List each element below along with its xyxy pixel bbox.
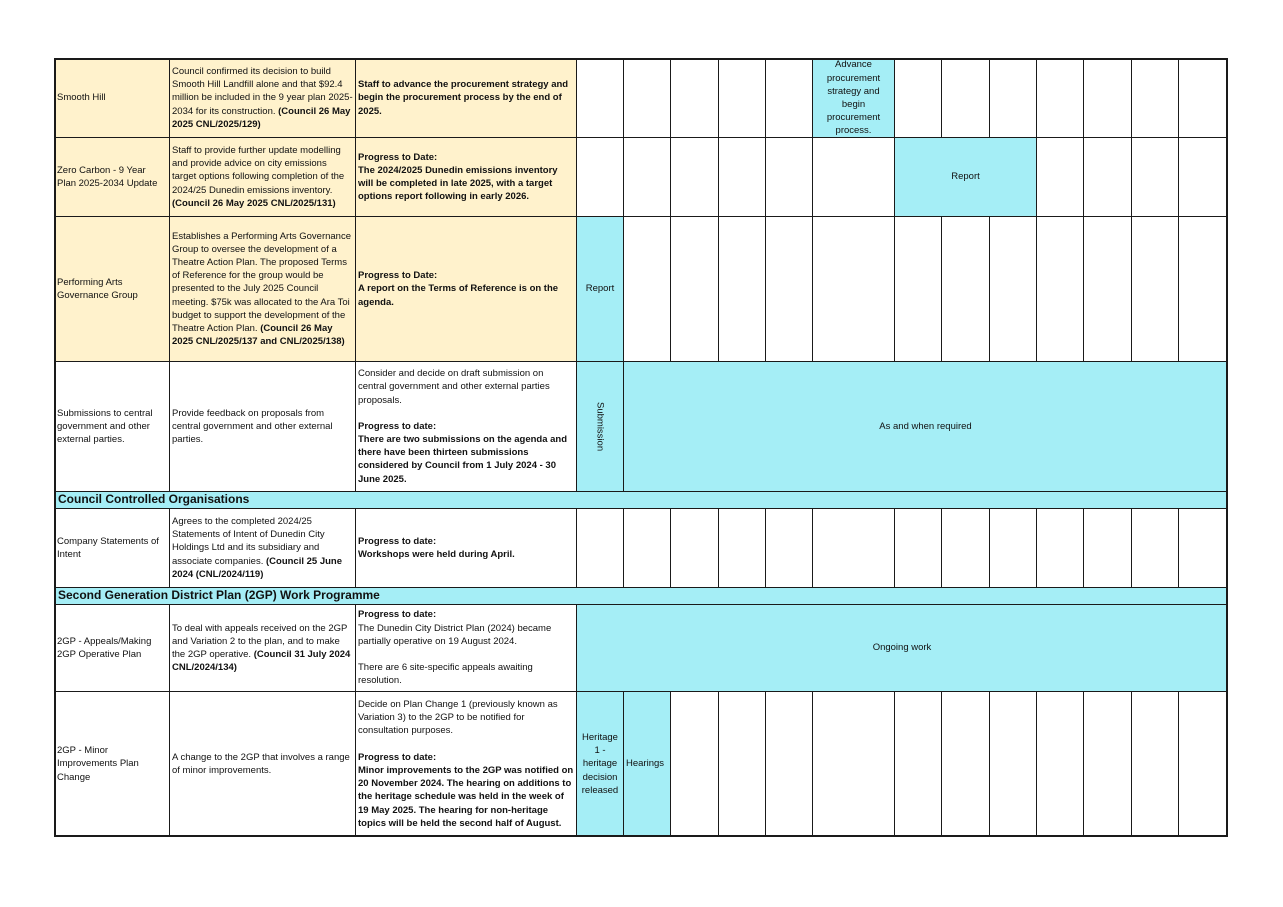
- timeline-cell: [989, 216, 1037, 362]
- section-header: [54, 587, 1228, 605]
- description-text: Establishes a Performing Arts Governance Group to oversee the development of a Theatre Action Plan. The proposed Terms of Reference for the group would be presented to the July 2025 Council meeting. $75k was allocated to the Ara Toi budget to support the development of the Theatre Action Plan.: [172, 230, 352, 334]
- item-name: Smooth Hill: [57, 92, 106, 104]
- progress-label: Progress to Date:: [358, 270, 438, 282]
- bar-label-vertical: Submission: [594, 401, 606, 452]
- timeline-cell: [718, 508, 766, 588]
- description-text: Staff to provide further update modelling and provide advice on city emissions target options following completion of the 2024/25 Dunedin emissions inventory.: [172, 144, 345, 196]
- bar-label: Heritage 1 - heritage decision released: [581, 731, 619, 796]
- resolution-ref: (Council 26 May 2025 CNL/2025/137 and CNL/2025/138): [172, 323, 345, 348]
- timeline-cell: [1131, 216, 1179, 362]
- timeline-cell: [765, 508, 813, 588]
- timeline-cell: [1083, 137, 1132, 217]
- timeline-cell: [1178, 216, 1228, 362]
- item-name: Performing Arts Governance Group: [57, 276, 138, 301]
- timeline-cell: [718, 216, 766, 362]
- item-name: Zero Carbon - 9 Year Plan 2025-2034 Update: [57, 164, 158, 189]
- action-text: Decide on Plan Change 1 (previously known as Variation 3) to the 2GP to be notified for consultation purposes.: [358, 699, 558, 737]
- timeline-cell: [623, 137, 671, 217]
- timeline-cell: [989, 508, 1037, 588]
- description-text: Agrees to the completed 2024/25 Statements of Intent of Dunedin City Holdings Ltd and its subsidiary and associate companies.: [172, 515, 325, 567]
- timeline-cell: [812, 216, 895, 362]
- action-text: Staff to advance the procurement strategy and begin the procurement process by the end of 2025.: [358, 79, 569, 117]
- timeline-cell: [670, 216, 719, 362]
- resolution-ref: (Council 25 June 2024 (CNL/2024/119): [172, 555, 343, 580]
- timeline-cell: [894, 58, 942, 138]
- progress-text-2: There are 6 site-specific appeals awaiting resolution.: [358, 662, 533, 687]
- description-cell: [169, 604, 356, 692]
- action-cell: [355, 58, 577, 138]
- timeline-cell: [1083, 691, 1132, 837]
- description-text: To deal with appeals received on the 2GP and Variation 2 to the plan, and to make the 2GP operative.: [172, 622, 348, 660]
- item-name: Submissions to central government and other external parties.: [57, 407, 153, 446]
- progress-label: Progress to Date:: [358, 151, 438, 163]
- timeline-cell: [623, 508, 671, 588]
- resolution-ref: (Council 26 May 2025 CNL/2025/131): [172, 197, 336, 209]
- timeline-bar: [894, 137, 1037, 217]
- timeline-cell: [941, 216, 990, 362]
- section-title: Council Controlled Organisations: [58, 492, 250, 507]
- progress-cell: [355, 137, 577, 217]
- progress-text: Workshops were held during April.: [358, 549, 515, 560]
- timeline-cell: [765, 216, 813, 362]
- progress-label: Progress to date:: [358, 535, 437, 547]
- description-text: A change to the 2GP that involves a range of minor improvements.: [172, 751, 350, 776]
- timeline-cell: [1131, 691, 1179, 837]
- timeline-cell: [718, 137, 766, 217]
- timeline-cell: [718, 691, 766, 837]
- timeline-cell: [894, 691, 942, 837]
- timeline-bar: [623, 691, 671, 837]
- timeline-cell: [1036, 691, 1084, 837]
- timeline-cell: [1178, 137, 1228, 217]
- work-programme-table: [54, 58, 1228, 837]
- timeline-bar: [576, 216, 624, 362]
- timeline-cell: [765, 691, 813, 837]
- timeline-cell: [1036, 216, 1084, 362]
- description-text: Provide feedback on proposals from central government and other external parties.: [172, 407, 333, 446]
- item-name: Company Statements of Intent: [57, 535, 159, 560]
- item-cell: [54, 604, 170, 692]
- item-cell: [54, 216, 170, 362]
- timeline-cell: [894, 216, 942, 362]
- section-header: [54, 491, 1228, 509]
- item-cell: [54, 137, 170, 217]
- timeline-cell: [1083, 58, 1132, 138]
- progress-cell: [355, 216, 577, 362]
- timeline-bar: [576, 604, 1228, 692]
- bar-label: Advance procurement strategy and begin procurement process.: [826, 59, 881, 137]
- section-title: Second Generation District Plan (2GP) Work Programme: [58, 588, 380, 603]
- progress-text: Minor improvements to the 2GP was notified on 20 November 2024. The hearing on additions to the heritage schedule was held in the week of 19 May 2025. The hearing for non-heritage topics will be held the second half of August.: [358, 764, 574, 829]
- bar-label: As and when required: [879, 420, 972, 432]
- progress-label: Progress to date:: [358, 751, 437, 763]
- description-cell: [169, 691, 356, 837]
- timeline-cell: [812, 137, 895, 217]
- timeline-cell: [1036, 58, 1084, 138]
- timeline-cell: [1131, 58, 1179, 138]
- bar-label: Ongoing work: [872, 642, 932, 654]
- timeline-cell: [941, 691, 990, 837]
- timeline-cell: [1178, 691, 1228, 837]
- timeline-cell: [989, 58, 1037, 138]
- description-cell: [169, 508, 356, 588]
- timeline-bar: [812, 58, 895, 138]
- timeline-cell: [576, 508, 624, 588]
- item-cell: [54, 691, 170, 837]
- timeline-cell: [765, 58, 813, 138]
- timeline-cell: [1131, 508, 1179, 588]
- progress-cell: [355, 508, 577, 588]
- description-cell: [169, 137, 356, 217]
- description-text: Council confirmed its decision to build Smooth Hill Landfill alone and that $92.4 million be included in the 9 year plan 2025-2034 for its construction.: [172, 65, 353, 117]
- progress-text: The 2024/2025 Dunedin emissions inventory will be completed in late 2025, with a target options report following in early 2026.: [358, 164, 558, 203]
- timeline-cell: [1178, 508, 1228, 588]
- item-name: 2GP - Appeals/Making 2GP Operative Plan: [57, 635, 152, 660]
- timeline-cell: [623, 58, 671, 138]
- progress-label: Progress to date:: [358, 609, 437, 621]
- description-cell: [169, 216, 356, 362]
- progress-cell: [355, 604, 577, 692]
- item-cell: [54, 361, 170, 492]
- progress-text: The Dunedin City District Plan (2024) became partially operative on 19 August 2024.: [358, 622, 552, 647]
- timeline-cell: [941, 58, 990, 138]
- timeline-cell: [670, 508, 719, 588]
- timeline-cell: [1131, 137, 1179, 217]
- timeline-cell: [623, 216, 671, 362]
- bar-label: Report: [951, 171, 980, 183]
- action-cell: [355, 361, 577, 492]
- timeline-bar: [576, 361, 624, 492]
- action-cell: [355, 691, 577, 837]
- description-cell: [169, 58, 356, 138]
- timeline-bar: [576, 691, 624, 837]
- item-cell: [54, 508, 170, 588]
- timeline-bar: [623, 361, 1228, 492]
- progress-label: Progress to date:: [358, 420, 437, 432]
- description-cell: [169, 361, 356, 492]
- timeline-cell: [941, 508, 990, 588]
- action-text: Consider and decide on draft submission on central government and other external parties proposals.: [358, 368, 550, 406]
- timeline-cell: [718, 58, 766, 138]
- timeline-cell: [894, 508, 942, 588]
- bar-label: Hearings: [626, 758, 665, 770]
- timeline-cell: [576, 137, 624, 217]
- timeline-cell: [989, 691, 1037, 837]
- timeline-cell: [765, 137, 813, 217]
- timeline-cell: [1036, 137, 1084, 217]
- resolution-ref: (Council 26 May 2025 CNL/2025/129): [172, 105, 351, 130]
- timeline-cell: [670, 58, 719, 138]
- timeline-cell: [1036, 508, 1084, 588]
- item-cell: [54, 58, 170, 138]
- bar-label: Report: [585, 283, 615, 295]
- progress-text: A report on the Terms of Reference is on the agenda.: [358, 283, 559, 308]
- timeline-cell: [670, 691, 719, 837]
- timeline-cell: [812, 691, 895, 837]
- item-name: 2GP - Minor Improvements Plan Change: [57, 745, 139, 783]
- timeline-cell: [670, 137, 719, 217]
- timeline-cell: [1083, 508, 1132, 588]
- resolution-ref: (Council 31 July 2024 CNL/2024/134): [172, 649, 351, 674]
- timeline-cell: [1083, 216, 1132, 362]
- timeline-cell: [812, 508, 895, 588]
- timeline-cell: [1178, 58, 1228, 138]
- progress-text: There are two submissions on the agenda and there have been thirteen submissions considered by Council from 1 July 2024 - 30 June 2025.: [358, 434, 568, 485]
- timeline-cell: [576, 58, 624, 138]
